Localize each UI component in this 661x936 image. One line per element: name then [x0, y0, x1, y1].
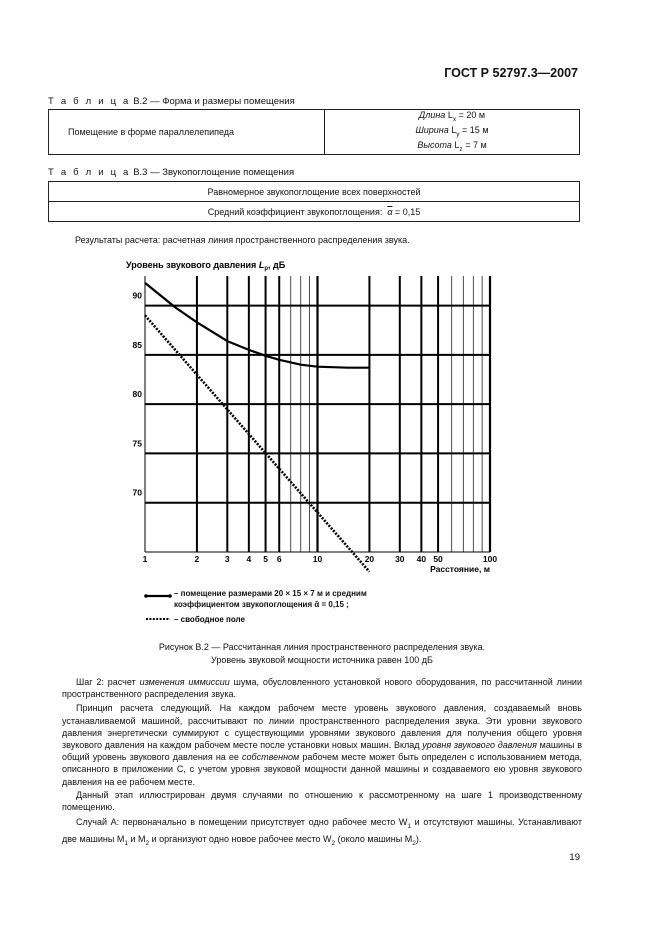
- chart-ylabel: [126, 260, 286, 272]
- paragraph-principle: [62, 702, 582, 787]
- text-segment: ).: [415, 834, 422, 845]
- table-b2-caption-prefix: Т а б л и ц а: [48, 96, 131, 107]
- table-b3-row-coefficient: [49, 202, 580, 222]
- body-text: [62, 676, 582, 850]
- x-tick-label: 50: [433, 554, 443, 564]
- x-tick-label: 3: [224, 554, 230, 564]
- x-tick-label: 10: [312, 554, 323, 564]
- x-tick-label: 4: [246, 554, 252, 564]
- x-tick-label: 2: [194, 554, 200, 564]
- figure-caption-line1: Рисунок В.2 — Рассчитанная линия пространственного распределения звука.: [158, 642, 486, 652]
- alpha-symbol: $\overline{\alpha}$: [387, 206, 393, 217]
- table-b3-coefficient-text: Средний коэффициент звукопоглощения:: [207, 206, 383, 217]
- text-segment: уровня звукового давления: [422, 740, 537, 751]
- legend-marker-room-start: [144, 594, 148, 598]
- chart-ylabel-sub: p: [264, 266, 268, 272]
- table-b2-dims-cell: [325, 110, 580, 155]
- chart-ylabel-text: Уровень звукового давления: [126, 260, 257, 270]
- chart-tick-labels: [133, 291, 498, 564]
- legend-text-free-field: – свободное поле: [174, 615, 245, 624]
- text-segment: Шаг 2: расчет: [76, 677, 140, 687]
- dim-subscript: x: [452, 115, 457, 123]
- table-b2-dim-row: [331, 140, 573, 155]
- table-b2-dim-row: [331, 110, 573, 125]
- chart-ylabel-sym: L: [258, 260, 265, 270]
- dim-value: = 15 м: [462, 124, 489, 135]
- page-number: 19: [569, 852, 580, 863]
- text-segment: 2: [412, 840, 416, 848]
- table-b3-caption: [48, 167, 294, 178]
- figure-caption-line2: Уровень звуковой мощности источника равен 100 дБ: [211, 655, 433, 665]
- x-tick-label: 100: [482, 554, 498, 564]
- chart-grid: [145, 276, 490, 552]
- x-tick-label: 40: [416, 554, 427, 564]
- text-segment: и отсутствуют машины. Устанавливают две машины M: [62, 817, 582, 845]
- chart-series-group: [142, 283, 369, 572]
- text-segment: и организуют одно новое рабочее место W: [149, 834, 332, 845]
- paragraph-case-a: [62, 816, 582, 850]
- x-tick-label: 20: [364, 554, 375, 564]
- table-b3: [48, 181, 580, 222]
- dim-subscript: z: [459, 145, 463, 153]
- chart-legend: [144, 588, 404, 624]
- text-segment: (около машины M: [335, 834, 413, 845]
- table-b2-dim-row: [331, 125, 573, 140]
- legend-text-room-container: [174, 588, 404, 618]
- dim-subscript: y: [456, 130, 460, 138]
- text-segment: собственном: [242, 752, 300, 763]
- dim-label: Длина: [418, 110, 446, 120]
- y-tick-label: 80: [132, 389, 142, 400]
- table-b2-room-cell: [49, 110, 325, 155]
- text-segment: Случай А: первоначально в помещении присутствует одно рабочее место W: [76, 817, 408, 828]
- x-tick-label: 1: [142, 554, 148, 564]
- text-segment: Принцип расчета следующий. На каждом рабочем месте уровень звукового давления, создаваемый вновь устанавливаемой машиной, рассчитывают по линии пространственного распределения звука. Эти уровни звукового давления энергетически суммируют с существующими уровнями звукового давления для получения общего уровня звукового давления на каждом рабочем месте после установки новых машин. Вклад: [62, 703, 582, 751]
- table-b2-caption: [48, 96, 295, 107]
- x-tick-label: 6: [276, 554, 282, 564]
- text-segment: 2: [331, 840, 336, 848]
- table-b2-dims-list: [331, 110, 573, 154]
- dim-label: Ширина: [415, 124, 449, 135]
- document-header: ГОСТ Р 52797.3—2007: [444, 66, 578, 80]
- table-b2-caption-title: В.2 — Форма и размеры помещения: [133, 96, 295, 107]
- y-tick-label: 75: [132, 438, 142, 449]
- chart-xlabel: Расстояние, м: [430, 564, 490, 574]
- dim-symbol: L: [451, 124, 457, 135]
- text-segment: 1: [124, 840, 128, 848]
- table-b3-row-uniform: Равномерное звукопоглощение всех поверхностей: [49, 182, 580, 202]
- y-tick-label: 70: [132, 487, 142, 498]
- dim-value: = 7 м: [465, 139, 487, 150]
- text-segment: и M: [127, 834, 146, 845]
- text-segment: изменения иммиссии: [139, 677, 230, 687]
- legend-text-room: – помещение размерами 20 × 15 × 7 м и средним коэффициентом звукопоглощения ᾱ = 0,15 ;: [174, 589, 367, 609]
- dim-value: = 20 м: [458, 110, 486, 120]
- table-b3-caption-prefix: Т а б л и ц а: [48, 167, 131, 178]
- x-tick-label: 5: [263, 554, 268, 564]
- table-b2: [48, 109, 580, 155]
- y-tick-label: 90: [132, 290, 142, 301]
- paragraph-step2: [62, 676, 582, 700]
- paragraph-illustration: [62, 789, 582, 813]
- table-b3-caption-title: В.3 — Звукопоглощение помещения: [133, 167, 295, 178]
- text-segment: 1: [407, 823, 412, 831]
- table-b2-room-text: Помещение в форме параллелепипеда: [68, 127, 235, 138]
- text-segment: машины в общий уровень звукового давления на ее: [62, 740, 582, 763]
- y-tick-label: 85: [132, 339, 142, 350]
- legend-marker-room-end: [168, 594, 172, 598]
- dim-symbol: L: [454, 139, 460, 150]
- text-segment: шума, обусловленного установкой нового оборудования, по рассчитанной линии пространственного распределения звука.: [62, 677, 582, 700]
- results-text: Результаты расчета: расчетная линия пространственного распределения звука.: [75, 235, 410, 245]
- sound-distribution-chart: [100, 254, 540, 634]
- table-b3-coefficient-value: = 0,15: [395, 206, 421, 217]
- x-tick-label: 30: [395, 554, 405, 564]
- text-segment: Данный этап иллюстрирован двумя случаями по отношению к рассмотренному на шаге 1 производственному помещению.: [62, 789, 582, 813]
- text-segment: рабочем месте может быть определен с использованием метода, описанного в приложении С, с учетом уровня звуковой мощности данной машины и создаваемого ею уровня звукового давления на ее рабочем месте.: [62, 752, 582, 787]
- dim-label: Высота: [417, 139, 452, 150]
- chart-ylabel-unit: , дБ: [268, 260, 286, 270]
- dim-symbol: L: [447, 110, 453, 120]
- figure-caption: [62, 641, 582, 667]
- text-segment: 2: [145, 840, 150, 848]
